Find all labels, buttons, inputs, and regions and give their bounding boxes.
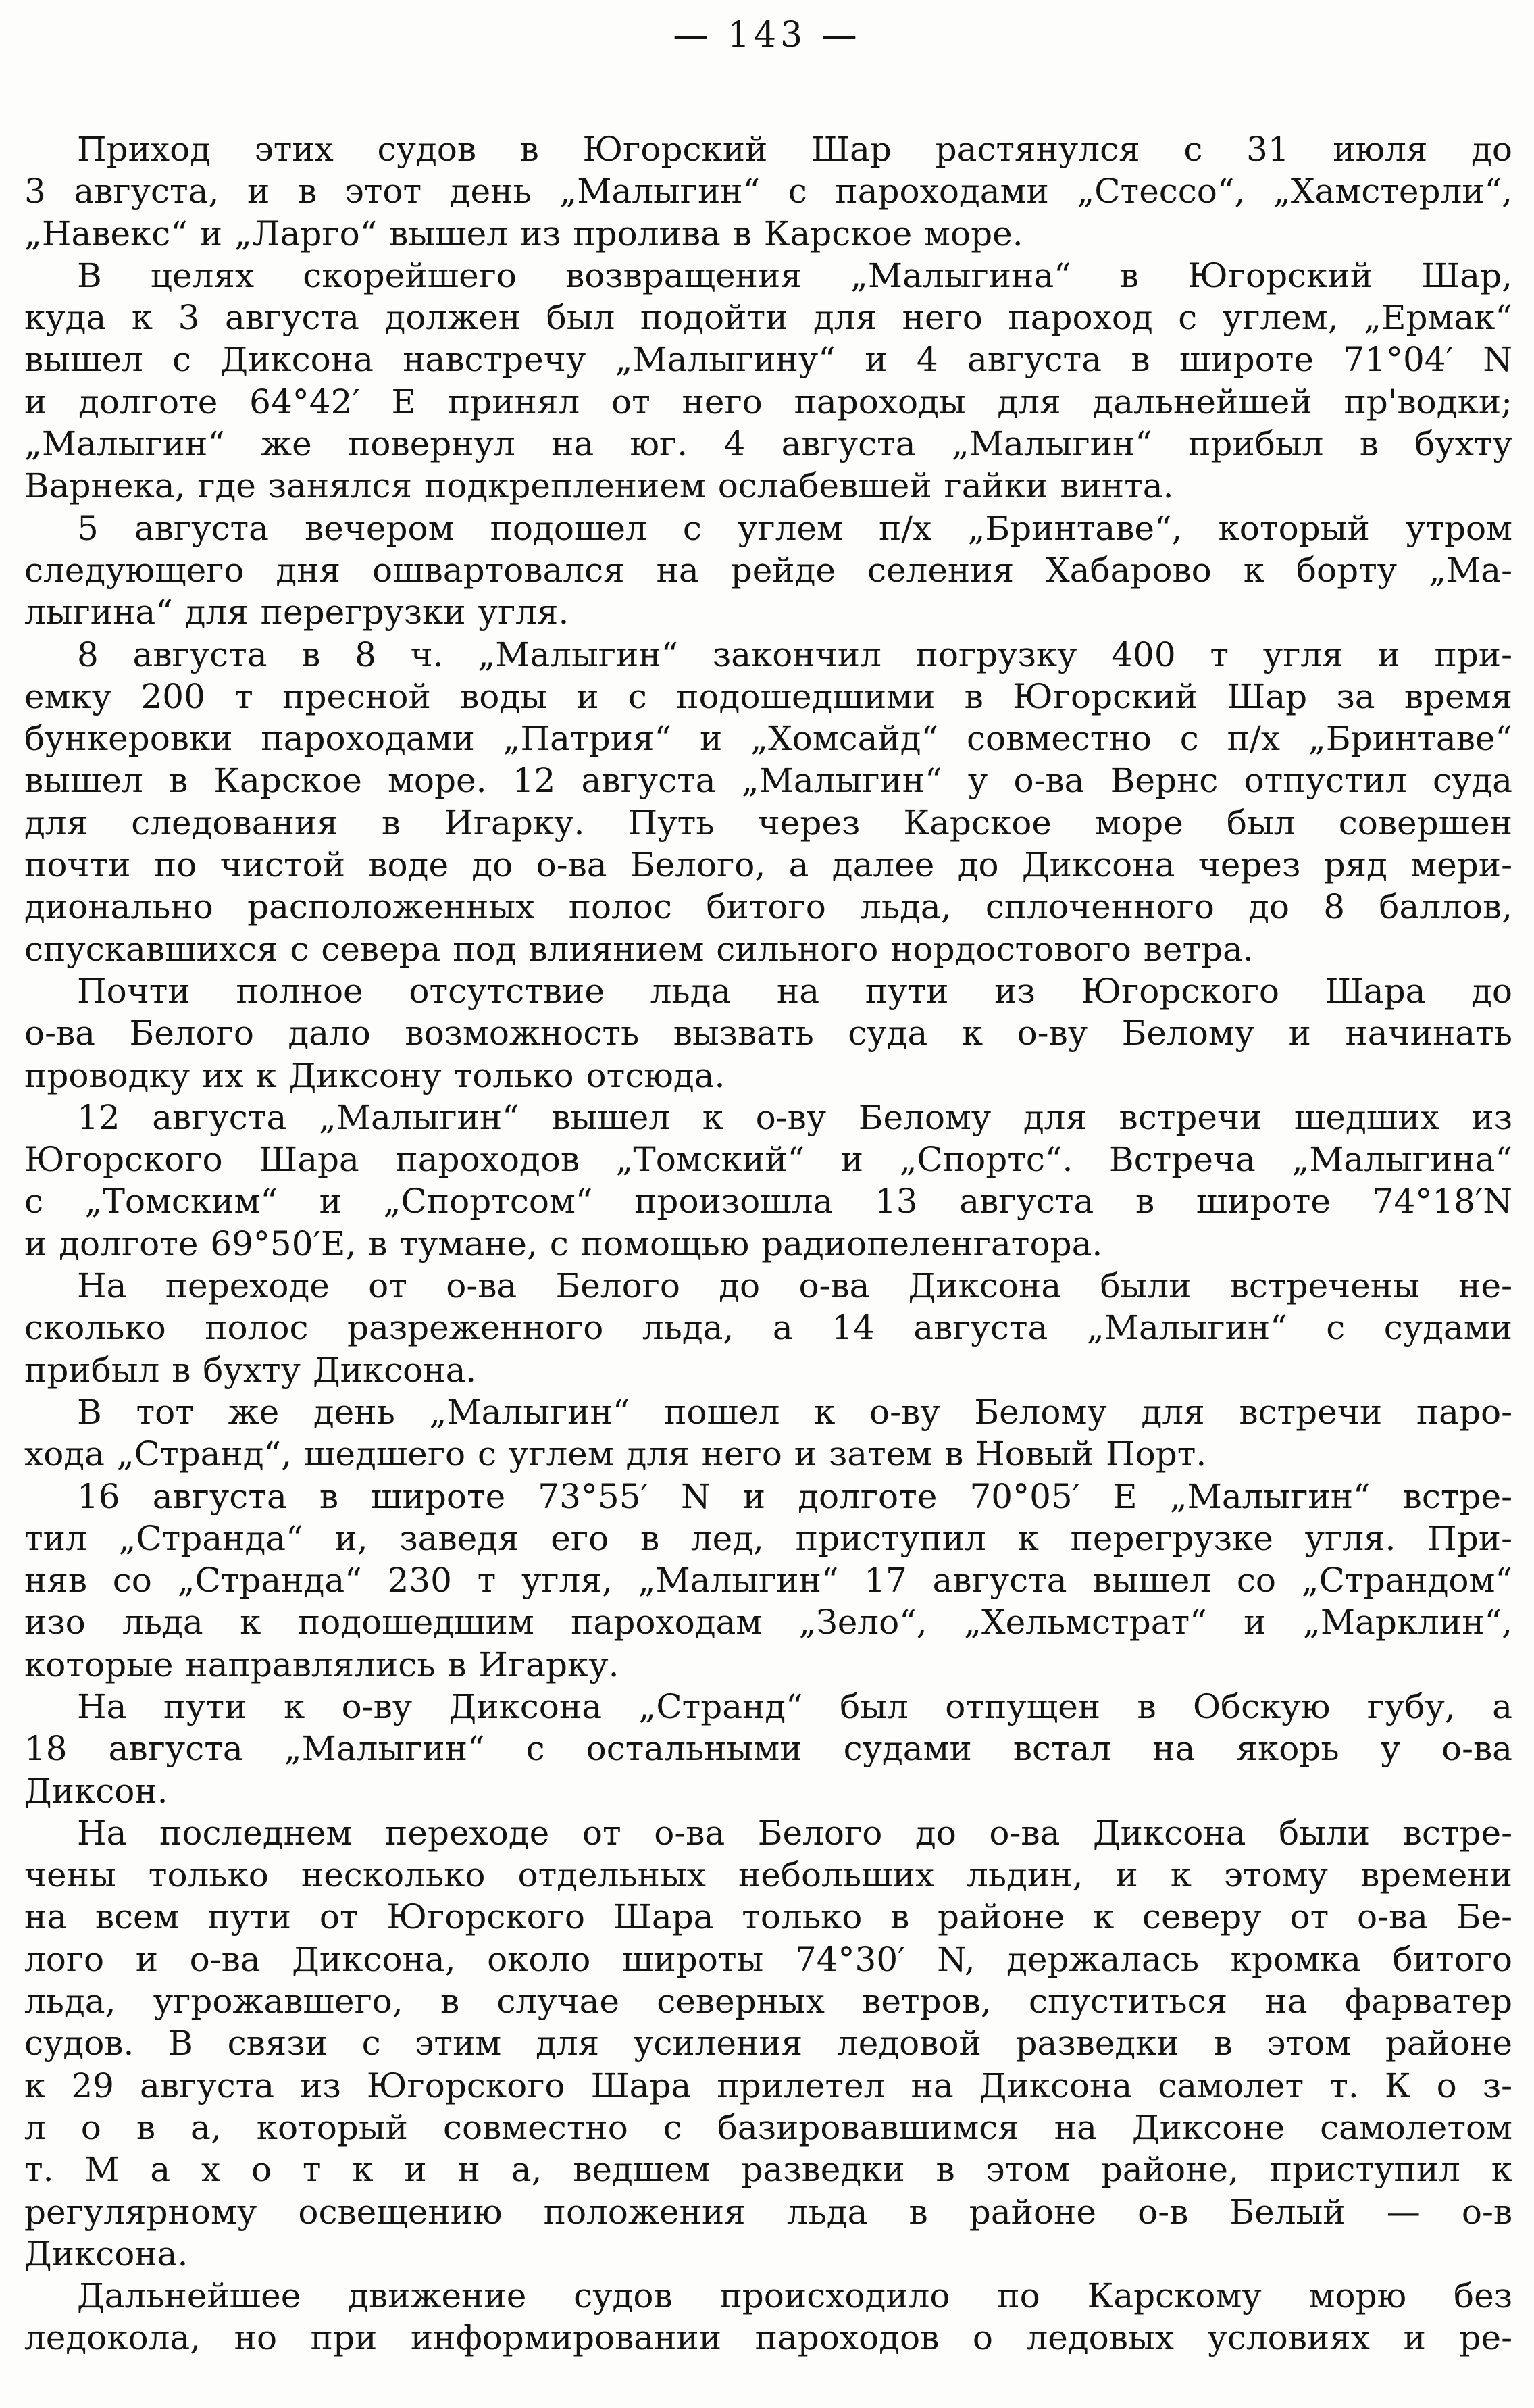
text-line: няв со „Странда“ 230 т угля, „Малыгин“ 17 августа вышел со „Страндом“ (24, 1561, 1512, 1601)
text-line: На последнем переходе от о-ва Белого до о-ва Диксона были встре- (77, 1813, 1512, 1853)
text-line: емку 200 т пресной воды и с подошедшими в Югорский Шар за время (24, 676, 1512, 716)
text-line: хода „Странд“, шедшего с углем для него и затем в Новый Порт. (24, 1434, 1207, 1474)
text-line: судов. В связи с этим для усиления ледовой разведки в этом районе (24, 2024, 1512, 2063)
text-line: следующего дня ошвартовался на рейде селения Хабарово к борту „Ма- (24, 550, 1512, 590)
text-line: и долготе 69°50′E, в тумане, с помощью радиопеленгатора. (24, 1224, 1103, 1263)
text-line: о-ва Белого дало возможность вызвать суда к о-ву Белому и начинать (24, 1013, 1512, 1053)
text-line: и долготе 64°42′ E принял от него пароходы для дальнейшей пр'водки; (24, 382, 1512, 422)
text-line: 3 августа, и в этот день „Малыгин“ с пароходами „Стессо“, „Хамстерли“, (24, 172, 1512, 211)
text-line: В тот же день „Малыгин“ пошел к о-ву Белому для встречи паро- (77, 1392, 1512, 1432)
text-line: с „Томским“ и „Спортсом“ произошла 13 августа в широте 74°18′N (24, 1182, 1512, 1222)
text-line: на всем пути от Югорского Шара только в районе к северу от о-ва Бе- (24, 1897, 1512, 1937)
text-line: дионально расположенных полос битого льда, сплоченного до 8 баллов, (24, 887, 1512, 927)
text-line: чены только несколько отдельных небольших льдин, и к этому времени (24, 1855, 1512, 1895)
text-line: к 29 августа из Югорского Шара прилетел на Диксона самолет т. К о з- (24, 2065, 1512, 2105)
text-line: 5 августа вечером подошел с углем п/х „Бринтаве“, который утром (77, 508, 1512, 548)
text-line: „Навекс“ и „Ларго“ вышел из пролива в Карское море. (24, 214, 1023, 253)
text-line: На пути к о-ву Диксона „Странд“ был отпущен в Обскую губу, а (77, 1686, 1512, 1726)
text-line: Югорского Шара пароходов „Томский“ и „Спортс“. Встреча „Малыгина“ (24, 1140, 1512, 1180)
text-line: ледокола, но при информировании пароходов о ледовых условиях и ре- (24, 2318, 1512, 2358)
text-line: Варнека, где занялся подкреплением ослабевшей гайки винта. (24, 466, 1174, 506)
text-line: лыгина“ для перегрузки угля. (24, 593, 569, 632)
text-line: 12 августа „Малыгин“ вышел к о-ву Белому для встречи шедших из (77, 1097, 1512, 1137)
text-line: В целях скорейшего возвращения „Малыгина“ в Югорский Шар, (77, 255, 1512, 295)
text-line: спускавшихся с севера под влиянием сильного нордостового ветра. (24, 929, 1254, 969)
page-body (24, 128, 1512, 2359)
text-line: льда, угрожавшего, в случае северных ветров, спуститься на фарватер (24, 1982, 1512, 2022)
text-line: изо льда к подошедшим пароходам „Зело“, „Хельмстрат“ и „Марклин“, (24, 1603, 1512, 1642)
text-line: т. М а х о т к и н а, ведшем разведки в этом районе, приступил к (24, 2150, 1512, 2190)
text-line: Дальнейшее движение судов происходило по Карскому морю без (77, 2276, 1512, 2316)
text-line: сколько полос разреженного льда, а 14 августа „Малыгин“ с судами (24, 1308, 1512, 1348)
text-line: куда к 3 августа должен был подойти для него пароход с углем, „Ермак“ (24, 298, 1512, 338)
text-line: проводку их к Диксону только отсюда. (24, 1055, 725, 1095)
text-line: тил „Странда“ и, заведя его в лед, приступил к перегрузке угля. При- (24, 1518, 1512, 1558)
text-line: регулярному освещению положения льда в районе о-в Белый — о-в (24, 2192, 1512, 2232)
text-line: 18 августа „Малыгин“ с остальными судами встал на якорь у о-ва (24, 1729, 1512, 1769)
text-line: „Малыгин“ же повернул на юг. 4 августа „Малыгин“ прибыл в бухту (24, 424, 1512, 464)
text-line: которые направлялись в Игарку. (24, 1645, 619, 1684)
text-line: почти по чистой воде до о-ва Белого, а далее до Диксона через ряд мери- (24, 845, 1512, 885)
text-line: л о в а, который совместно с базировавшимся на Диксоне самолетом (24, 2107, 1512, 2147)
text-line: бункеровки пароходами „Патрия“ и „Хомсайд“ совместно с п/х „Бринтаве“ (24, 719, 1512, 759)
text-line: Почти полное отсутствие льда на пути из Югорского Шара до (77, 971, 1512, 1011)
text-line: лого и о-ва Диксона, около широты 74°30′ N, держалась кромка битого (24, 1939, 1512, 1979)
text-line: для следования в Игарку. Путь через Карское море был совершен (24, 803, 1512, 843)
text-line: Диксон. (24, 1771, 168, 1811)
page-number-header: — 143 — (673, 15, 861, 55)
text-line: 8 августа в 8 ч. „Малыгин“ закончил погрузку 400 т угля и при- (77, 634, 1512, 674)
text-line: Приход этих судов в Югорский Шар растянулся с 31 июля до (77, 130, 1512, 169)
text-line: Диксона. (24, 2234, 188, 2274)
text-line: вышел в Карское море. 12 августа „Малыгин“ у о-ва Вернс отпустил суда (24, 761, 1512, 801)
text-line: вышел с Диксона навстречу „Малыгину“ и 4 августа в широте 71°04′ N (24, 340, 1512, 380)
text-line: прибыл в бухту Диксона. (24, 1350, 477, 1390)
text-line: 16 августа в широте 73°55′ N и долготе 70°05′ E „Малыгин“ встре- (77, 1476, 1512, 1516)
text-line: На переходе от о-ва Белого до о-ва Диксона были встречены не- (77, 1266, 1512, 1306)
